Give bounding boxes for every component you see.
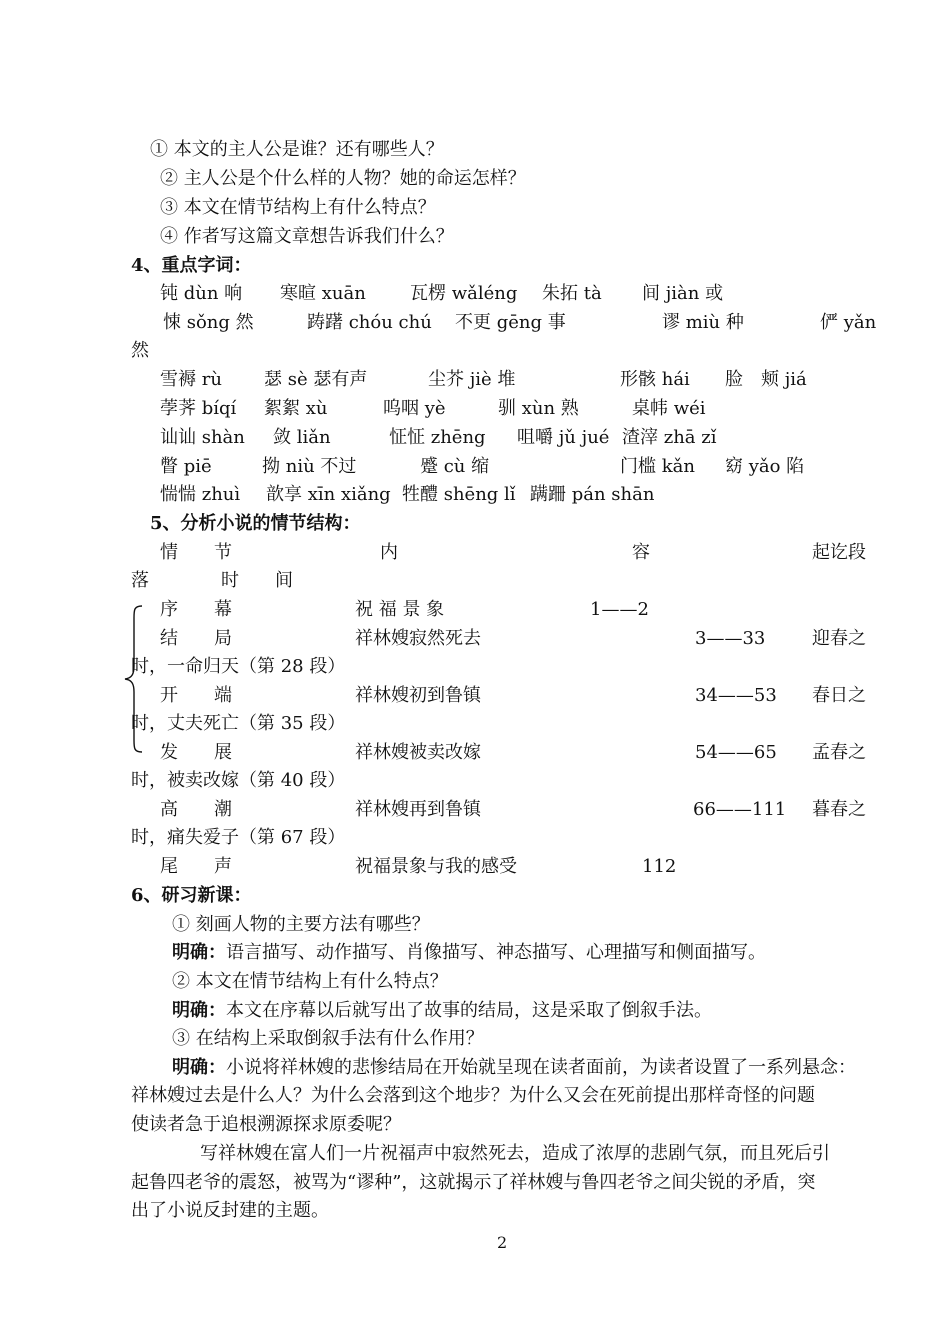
plot-stage: 开 端	[160, 685, 232, 706]
answer-label: 明确：	[172, 1057, 226, 1078]
vocab-item: 寒暄 xuān	[280, 283, 366, 304]
vocab-item: 歆享 xīn xiǎng	[266, 484, 391, 505]
vocab-item: 讪讪 shàn	[160, 427, 245, 448]
answer-text-line: 祥林嫂过去是什么人？为什么会落到这个地步？为什么又会在死前提出那样奇怪的问题	[131, 1085, 815, 1106]
vocab-item: 桌帏 wéi	[632, 398, 706, 419]
plot-content: 祥林嫂被卖改嫁	[355, 742, 481, 763]
vocab-item: 咀嚼 jǔ jué	[517, 427, 610, 448]
question-4: ④ 作者写这篇文章想告诉我们什么？	[160, 226, 454, 247]
plot-content: 祝福景象与我的感受	[355, 856, 517, 877]
paragraph-line: 出了小说反封建的主题。	[131, 1200, 329, 1221]
vocab-item: 瑟 sè 瑟有声	[264, 369, 368, 390]
plot-time: 春日之	[812, 685, 866, 706]
answer-text: 本文在序幕以后就写出了故事的结局，这是采取了倒叙手法。	[226, 1000, 712, 1021]
vocab-item: 钝 dùn 响	[160, 283, 243, 304]
plot-time-wrap: 时，丈夫死亡（第 35 段）	[131, 713, 346, 734]
question-3: ③ 本文在情节结构上有什么特点？	[160, 197, 436, 218]
study-answer-3	[172, 1057, 856, 1079]
section-6-heading: 6、研习新课：	[131, 885, 252, 906]
plot-time-wrap: 时，一命归天（第 28 段）	[131, 656, 346, 677]
plot-paragraphs: 34——53	[695, 685, 777, 706]
vocab-item: 形骸 hái	[620, 369, 690, 390]
table-header-paragraphs: 起讫段	[812, 542, 866, 563]
table-header-plot: 情 节	[160, 542, 232, 563]
vocab-item: 渣滓 zhā zǐ	[622, 427, 717, 448]
vocab-item: 朱拓 tà	[542, 283, 602, 304]
section-4-heading: 4、重点字词：	[131, 255, 252, 276]
vocab-item: 絮絮 xù	[264, 398, 328, 419]
vocab-item: 蹒跚 pán shān	[530, 484, 655, 505]
section-5-heading: 5、分析小说的情节结构：	[150, 513, 361, 534]
vocab-item: 脸 颊 jiá	[725, 369, 807, 390]
vocab-item: 驯 xùn 熟	[498, 398, 579, 419]
plot-time: 暮春之	[812, 799, 866, 820]
plot-time: 迎春之	[812, 628, 866, 649]
answer-text-line: 使读者急于追根溯源探求原委呢？	[131, 1114, 401, 1135]
vocab-item: 雪褥 rù	[160, 369, 222, 390]
plot-content: 祥林嫂寂然死去	[355, 628, 481, 649]
plot-paragraphs: 1——2	[590, 599, 649, 620]
vocab-item: 荸荠 bíqí	[160, 398, 237, 419]
vocab-item: 谬 miù 种	[662, 312, 744, 333]
plot-stage: 结 局	[160, 628, 232, 649]
plot-paragraphs: 66——111	[693, 799, 787, 820]
vocab-item: 不更 gēng 事	[455, 312, 566, 333]
question-2: ② 主人公是个什么样的人物？她的命运怎样？	[160, 168, 526, 189]
plot-paragraphs: 54——65	[695, 742, 777, 763]
plot-stage: 序 幕	[160, 599, 232, 620]
plot-time-wrap: 时，痛失爱子（第 67 段）	[131, 827, 346, 848]
vocab-item: 俨 yǎn	[820, 312, 877, 333]
answer-text: 语言描写、动作描写、肖像描写、神态描写、心理描写和侧面描写。	[226, 942, 766, 963]
vocab-item: 呜咽 yè	[383, 398, 446, 419]
answer-label: 明确：	[172, 1000, 226, 1021]
vocab-item: 惴惴 zhuì	[160, 484, 241, 505]
page-number: 2	[497, 1233, 508, 1252]
vocab-item: 踌躇 chóu chú	[307, 312, 432, 333]
paragraph-line: 写祥林嫂在富人们一片祝福声中寂然死去，造成了浓厚的悲剧气氛，而且死后引	[200, 1143, 830, 1164]
vocab-item: 悚 sǒng 然	[163, 312, 254, 333]
table-header-content-2: 容	[632, 542, 650, 563]
plot-content: 祝 福 景 象	[355, 599, 445, 620]
paragraph-line: 起鲁四老爷的震怒，被骂为“谬种”，这就揭示了祥林嫂与鲁四老爷之间尖锐的矛盾，突	[131, 1172, 816, 1193]
vocab-item: 怔怔 zhēng	[389, 427, 486, 448]
plot-content: 祥林嫂再到鲁镇	[355, 799, 481, 820]
table-header-content: 内	[380, 542, 398, 563]
plot-paragraphs: 3——33	[695, 628, 766, 649]
study-question-3: ③ 在结构上采取倒叙手法有什么作用？	[172, 1028, 484, 1049]
question-1: ① 本文的主人公是谁？还有哪些人？	[150, 139, 444, 160]
study-question-1: ① 刻画人物的主要方法有哪些？	[172, 914, 430, 935]
vocab-item: 瞥 piē	[160, 456, 212, 477]
plot-time: 孟春之	[812, 742, 866, 763]
answer-text: 小说将祥林嫂的悲惨结局在开始就呈现在读者面前，为读者设置了一系列悬念：	[226, 1057, 856, 1078]
plot-stage: 高 潮	[160, 799, 232, 820]
table-header-wrap: 落 时 间	[131, 570, 293, 591]
study-answer-2	[172, 1000, 712, 1022]
vocab-item: 间 jiàn 或	[642, 283, 724, 304]
vocab-item: 门槛 kǎn	[620, 456, 695, 477]
vocab-item: 窈 yǎo 陷	[725, 456, 805, 477]
vocab-item: 瓦楞 wǎléng	[410, 283, 518, 304]
vocab-wrap: 然	[131, 340, 149, 361]
vocab-item: 蹙 cù 缩	[420, 456, 490, 477]
study-question-2: ② 本文在情节结构上有什么特点？	[172, 971, 448, 992]
vocab-item: 拗 niù 不过	[262, 456, 357, 477]
vocab-item: 敛 liǎn	[273, 427, 331, 448]
plot-time-wrap: 时，被卖改嫁（第 40 段）	[131, 770, 346, 791]
plot-stage: 发 展	[160, 742, 232, 763]
vocab-item: 牲醴 shēng lǐ	[402, 484, 516, 505]
plot-content: 祥林嫂初到鲁镇	[355, 685, 481, 706]
study-answer-1	[172, 942, 766, 964]
plot-paragraphs: 112	[642, 856, 677, 877]
vocab-item: 尘芥 jiè 堆	[428, 369, 516, 390]
answer-label: 明确：	[172, 942, 226, 963]
plot-stage: 尾 声	[160, 856, 232, 877]
